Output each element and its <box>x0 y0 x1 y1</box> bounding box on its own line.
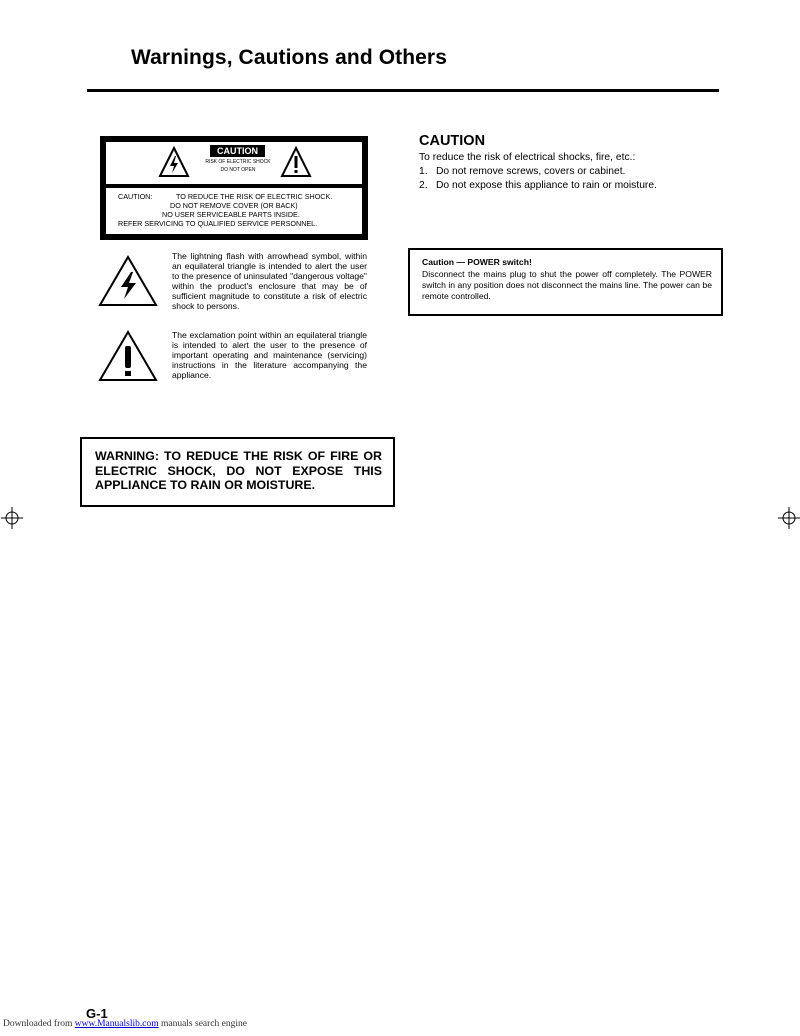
exclamation-symbol-icon <box>98 330 158 382</box>
page-title: Warnings, Cautions and Others <box>131 46 447 69</box>
caution-label-line1: TO REDUCE THE RISK OF ELECTRIC SHOCK. <box>176 192 333 201</box>
footer-suffix: manuals search engine <box>160 1019 247 1029</box>
caution-label-line2: DO NOT REMOVE COVER (OR BACK) <box>170 201 298 210</box>
caution-item-number: 1. <box>419 166 428 177</box>
caution-label-line4: REFER SERVICING TO QUALIFIED SERVICE PERSONNEL. <box>118 219 318 228</box>
caution-item-text: Do not expose this appliance to rain or moisture. <box>436 180 657 191</box>
power-switch-text: Disconnect the mains plug to shut the power off completely. The POWER switch in any position does not disconnect the mains line. The power can be remote controlled. <box>422 269 712 301</box>
caution-label-header <box>106 142 362 184</box>
caution-title: CAUTION <box>419 133 486 149</box>
warning-text: WARNING: TO REDUCE THE RISK OF FIRE OR ELECTRIC SHOCK, DO NOT EXPOSE THIS APPLIANCE TO RAIN OR MOISTURE. <box>95 449 382 492</box>
caution-label-line3: NO USER SERVICEABLE PARTS INSIDE. <box>162 210 300 219</box>
registration-mark-icon <box>778 507 800 529</box>
lightning-symbol-icon <box>98 255 158 307</box>
footer <box>3 1019 247 1029</box>
exclamation-triangle-icon <box>280 146 312 178</box>
caution-label-sub1: RISK OF ELECTRIC SHOCK <box>205 159 271 165</box>
power-switch-title: Caution — POWER switch! <box>422 257 532 267</box>
caution-intro: To reduce the risk of electrical shocks, fire, etc.: <box>419 152 636 163</box>
warning-box <box>80 437 395 507</box>
caution-item-number: 2. <box>419 180 428 191</box>
lightning-triangle-icon <box>158 146 190 178</box>
caution-label-sub2: DO NOT OPEN <box>220 167 256 173</box>
title-rule <box>87 89 719 92</box>
caution-item <box>419 180 657 191</box>
registration-mark-icon <box>1 507 23 529</box>
caution-item <box>419 166 625 177</box>
footer-link[interactable]: www.Manualslib.com <box>74 1019 159 1029</box>
caution-label-prefix: CAUTION: <box>118 192 153 201</box>
page-number: G-1 <box>86 1006 108 1021</box>
caution-label <box>100 136 368 240</box>
footer-prefix: Downloaded from <box>3 1019 73 1029</box>
power-switch-box <box>408 248 723 316</box>
caution-label-heading: CAUTION <box>210 145 265 157</box>
caution-item-text: Do not remove screws, covers or cabinet. <box>436 166 626 177</box>
caution-label-body <box>106 188 362 234</box>
lightning-symbol-text: The lightning flash with arrowhead symbol, within an equilateral triangle is intended to alert the user to the presence of uninsulated "dangerous voltage" within the product's enclosure that may be of sufficient magnitude to constitute a risk of electric shock to persons. <box>172 251 367 311</box>
exclamation-symbol-text: The exclamation point within an equilateral triangle is intended to alert the user to the presence of important operating and maintenance (servicing) instructions in the literature accompanying the appliance. <box>172 330 367 380</box>
